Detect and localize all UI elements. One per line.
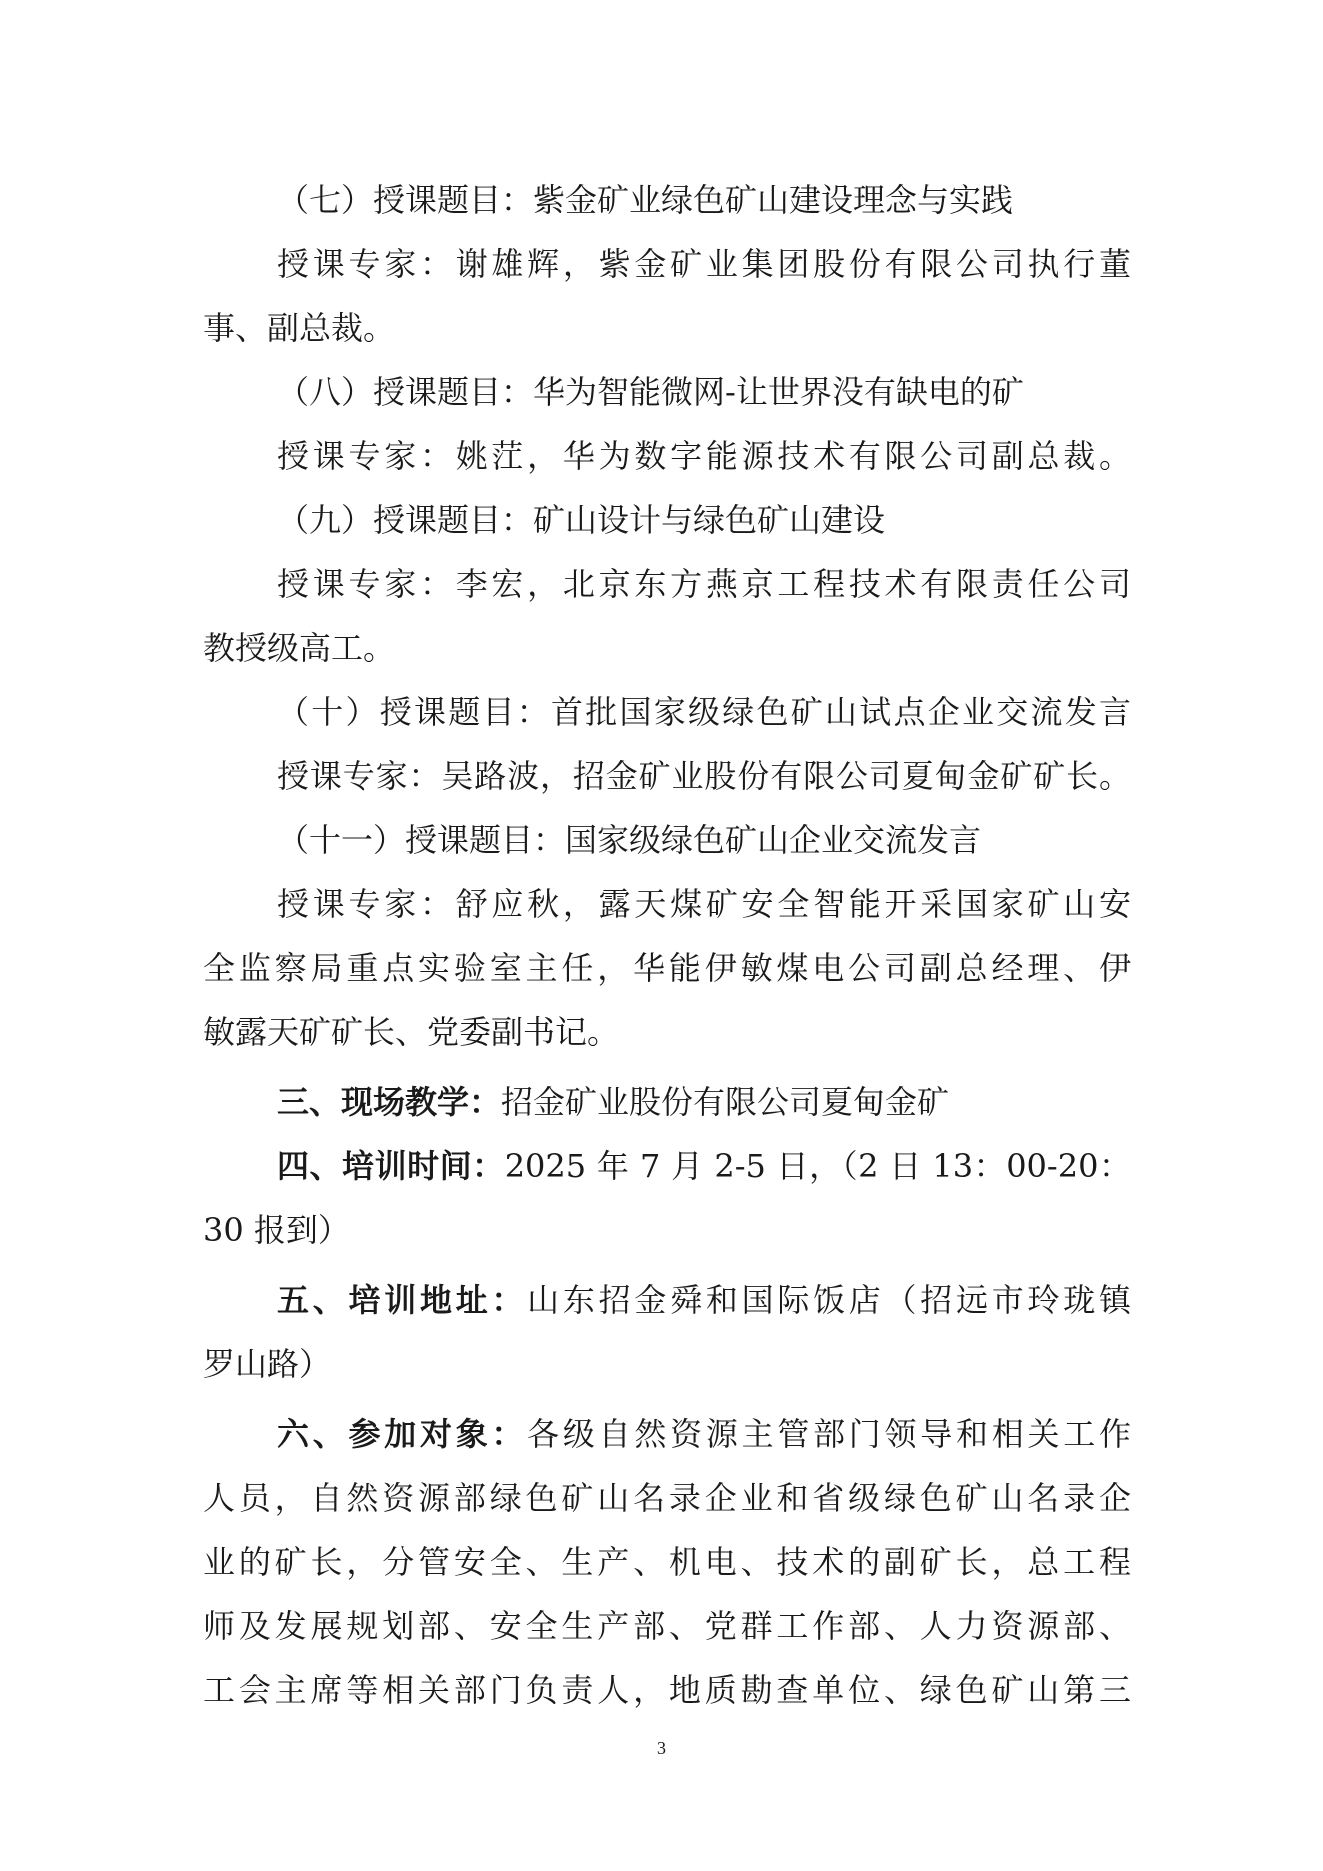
section-6-text: 各级自然资源主管部门领导和相关工作	[527, 1415, 1131, 1453]
section-3-text: 招金矿业股份有限公司夏甸金矿	[501, 1083, 950, 1121]
course-9-expert-cont: 教授级高工。	[203, 629, 396, 667]
course-10-expert: 授课专家：吴路波，招金矿业股份有限公司夏甸金矿矿长。	[277, 757, 1131, 795]
course-11-expert-cont-1: 全监察局重点实验室主任，华能伊敏煤电公司副总经理、伊	[203, 949, 1131, 987]
page-number: 3	[657, 1738, 666, 1758]
section-5-label: 五、培训地址：	[277, 1281, 528, 1319]
course-10-title: （十）授课题目：首批国家级绿色矿山试点企业交流发言	[277, 693, 1131, 731]
course-11-title: （十一）授课题目：国家级绿色矿山企业交流发言	[277, 821, 982, 859]
course-8-expert: 授课专家：姚茳，华为数字能源技术有限公司副总裁。	[277, 437, 1131, 475]
section-6-cont-1: 人员，自然资源部绿色矿山名录企业和省级绿色矿山名录企	[203, 1479, 1131, 1517]
section-4-cont: 30 报到）	[203, 1211, 350, 1249]
course-11-expert-cont-2: 敏露天矿矿长、党委副书记。	[203, 1013, 620, 1051]
section-5-cont: 罗山路）	[203, 1345, 332, 1383]
course-9-expert: 授课专家：李宏，北京东方燕京工程技术有限责任公司	[277, 565, 1131, 603]
section-6-label: 六、参加对象：	[277, 1415, 528, 1453]
course-8-title: （八）授课题目：华为智能微网-让世界没有缺电的矿	[277, 373, 1024, 411]
document-body	[203, 168, 1131, 1722]
course-11-expert: 授课专家：舒应秋，露天煤矿安全智能开采国家矿山安	[277, 885, 1131, 923]
course-7-title: （七）授课题目：紫金矿业绿色矿山建设理念与实践	[277, 181, 1014, 219]
section-5-text: 山东招金舜和国际饭店（招远市玲珑镇	[527, 1281, 1131, 1319]
section-4-label: 四、培训时间：	[277, 1147, 505, 1185]
course-7-expert-cont: 事、副总裁。	[203, 309, 396, 347]
course-7-expert: 授课专家：谢雄辉，紫金矿业集团股份有限公司执行董	[277, 245, 1131, 283]
section-6-cont-3: 师及发展规划部、安全生产部、党群工作部、人力资源部、	[203, 1607, 1131, 1645]
section-4-training-time	[203, 1134, 1131, 1198]
section-4-text: 2025 年 7 月 2-5 日，（2 日 13：00-20：	[504, 1147, 1131, 1185]
section-3-label: 三、现场教学：	[277, 1083, 502, 1121]
section-6-cont-4: 工会主席等相关部门负责人，地质勘查单位、绿色矿山第三	[203, 1671, 1131, 1709]
section-5-training-address	[203, 1268, 1131, 1332]
section-3-site-teaching	[203, 1070, 1131, 1134]
section-6-cont-2: 业的矿长，分管安全、生产、机电、技术的副矿长，总工程	[203, 1543, 1131, 1581]
section-6-participants	[203, 1402, 1131, 1466]
course-9-title: （九）授课题目：矿山设计与绿色矿山建设	[277, 501, 886, 539]
